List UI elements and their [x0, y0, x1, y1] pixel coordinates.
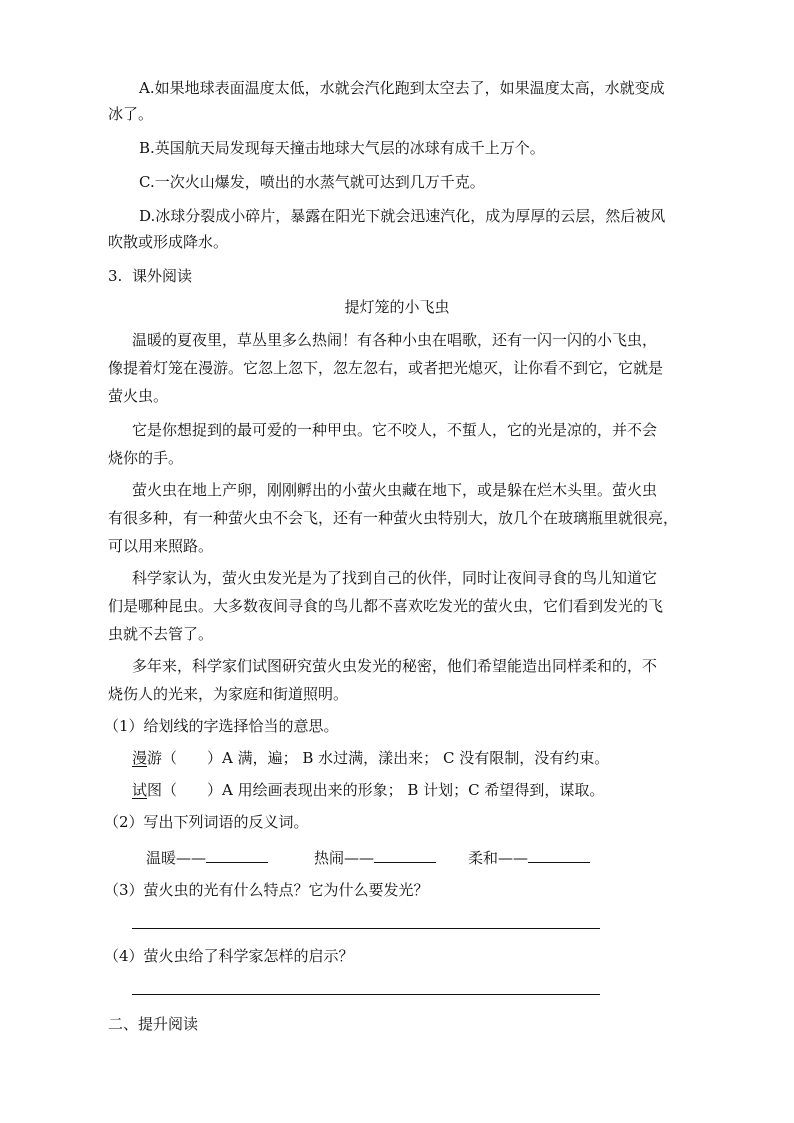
- antonym-item-3: [468, 848, 590, 868]
- antonym-item-2: [314, 848, 436, 868]
- para-3-line-1: 萤火虫在地上产卵，刚刚孵出的小萤火虫藏在地下，或是躲在烂木头里。萤火虫: [132, 481, 658, 499]
- question-1b-text: 图（ ）A 用绘画表现出来的形象； B 计划；C 希望得到，谋取。: [147, 781, 605, 799]
- para-1-line-2: 像提着灯笼在漫游。它忽上忽下，忽左忽右，或者把光熄灭，让你看不到它，它就是: [108, 359, 664, 377]
- option-c: C.一次火山爆发，喷出的水蒸气就可达到几万千克。: [139, 173, 485, 191]
- para-4-line-1: 科学家认为，萤火虫发光是为了找到自己的伙伴，同时让夜间寻食的鸟儿知道它: [132, 569, 658, 587]
- section-two-heading: 二、提升阅读: [108, 1015, 199, 1033]
- para-4-line-2: 们是哪种昆虫。大多数夜间寻食的鸟儿都不喜欢吃发光的萤火虫，它们看到发光的飞: [108, 597, 664, 615]
- question-1a-text: 游（ ）A 满，遍； B 水过满，漾出来； C 没有限制，没有约束。: [147, 749, 610, 767]
- question-1a: [132, 748, 609, 768]
- para-2-line-2: 烧你的手。: [108, 449, 184, 467]
- underlined-char-shi: 试: [132, 781, 148, 799]
- section-3-heading: 课外阅读: [132, 267, 193, 285]
- antonym-blank-2[interactable]: [374, 848, 436, 863]
- option-b: B.英国航天局发现每天撞击地球大气层的冰球有成千上万个。: [139, 139, 545, 157]
- para-3-line-2: 有很多种，有一种萤火虫不会飞，还有一种萤火虫特别大，放几个在玻璃瓶里就很亮，: [108, 509, 679, 527]
- passage-title: 提灯笼的小飞虫: [344, 298, 450, 316]
- antonym-blank-1[interactable]: [206, 848, 268, 863]
- underlined-char-man: 漫: [132, 749, 148, 767]
- answer-line-q4[interactable]: [132, 994, 600, 995]
- para-5-line-2: 烧伤人的光来，为家庭和街道照明。: [108, 685, 349, 703]
- option-d-line2: 吹散或形成降水。: [108, 233, 229, 251]
- antonym-word-2: 热闹——: [314, 849, 375, 867]
- antonym-word-1: 温暖——: [146, 849, 207, 867]
- section-3-number: 3.: [108, 267, 123, 285]
- para-1-line-3: 萤火虫。: [108, 387, 169, 405]
- para-2-line-1: 它是你想捉到的最可爱的一种甲虫。它不咬人，不蜇人，它的光是凉的，并不会: [132, 421, 658, 439]
- question-3: （3）萤火虫的光有什么特点？它为什么要发光？: [104, 881, 429, 899]
- option-a-line2: 冰了。: [108, 105, 154, 123]
- option-d-line1: D.冰球分裂成小碎片，暴露在阳光下就会迅速汽化，成为厚厚的云层，然后被风: [139, 207, 666, 225]
- para-1-line-1: 温暖的夏夜里，草丛里多么热闹！有各种小虫在唱歌，还有一闪一闪的小飞虫，: [132, 331, 658, 349]
- question-4: （4）萤火虫给了科学家怎样的启示？: [104, 947, 354, 965]
- question-1: （1）给划线的字选择恰当的意思。: [104, 717, 339, 735]
- antonym-word-3: 柔和——: [468, 849, 529, 867]
- question-1b: [132, 780, 604, 800]
- para-5-line-1: 多年来，科学家们试图研究萤火虫发光的秘密，他们希望能造出同样柔和的，不: [132, 657, 658, 675]
- para-3-line-3: 可以用来照路。: [108, 537, 214, 555]
- option-a-line1: A.如果地球表面温度太低，水就会汽化跑到太空去了，如果温度太高，水就变成: [139, 79, 665, 97]
- antonym-item-1: [146, 848, 268, 868]
- para-4-line-3: 虫就不去管了。: [108, 625, 214, 643]
- antonym-blank-3[interactable]: [528, 848, 590, 863]
- answer-line-q3[interactable]: [132, 928, 600, 929]
- question-2: （2）写出下列词语的反义词。: [104, 813, 309, 831]
